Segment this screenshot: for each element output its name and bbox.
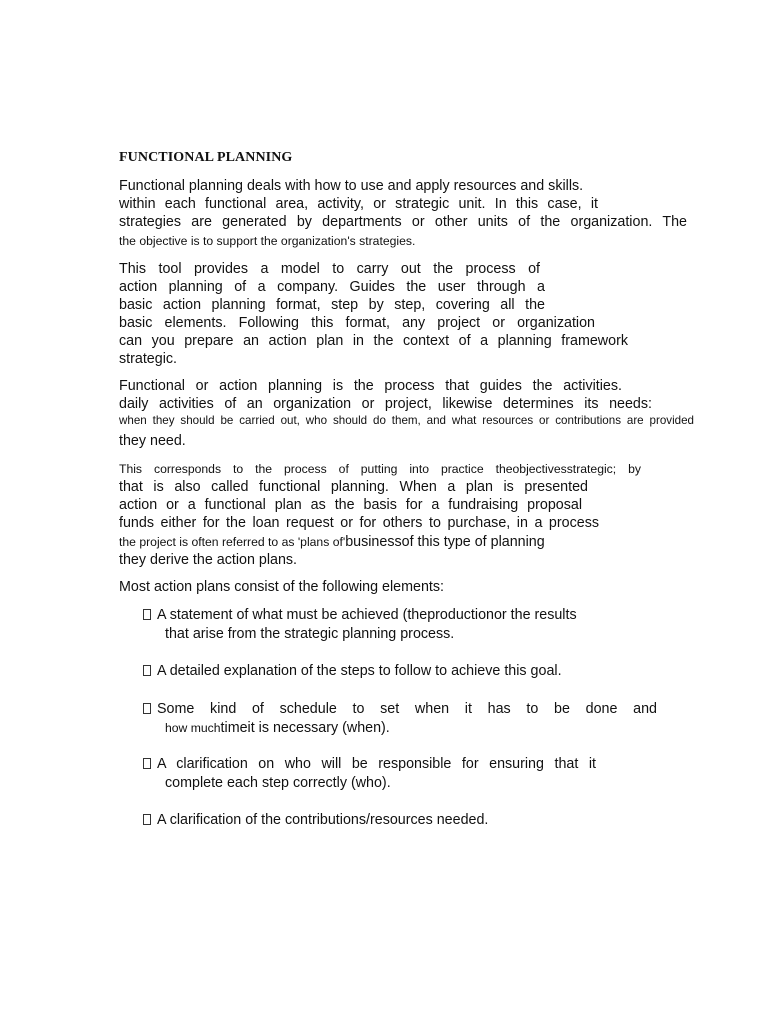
paragraph-1-line-2: within each functional area, activity, or strategic unit. In this case, it xyxy=(119,196,598,212)
checkbox-bullet-icon xyxy=(143,758,151,769)
paragraph-4-line-2: that is also called functional planning. When a plan is presented xyxy=(119,479,588,495)
checkbox-bullet-icon xyxy=(143,609,151,620)
bullet-1-line-1: A statement of what must be achieved (theproductionor the results xyxy=(157,607,577,623)
paragraph-3-line-4: they need. xyxy=(119,433,186,449)
checkbox-bullet-icon xyxy=(143,814,151,825)
bullet-4-line-2: complete each step correctly (who). xyxy=(165,775,391,791)
paragraph-2-line-5: can you prepare an action plan in the context of a planning framework xyxy=(119,333,628,349)
bullet-2-line-1: A detailed explanation of the steps to follow to achieve this goal. xyxy=(157,663,562,679)
paragraph-1-line-1: Functional planning deals with how to use and apply resources and skills. xyxy=(119,178,584,194)
paragraph-2-line-1: This tool provides a model to carry out the process of xyxy=(119,261,540,277)
paragraph-2-line-3: basic action planning format, step by step, covering all the xyxy=(119,297,545,313)
bullet-item-3 xyxy=(143,700,657,718)
paragraph-2-line-4: basic elements. Following this format, any project or organization xyxy=(119,315,595,331)
paragraph-3-line-3: when they should be carried out, who should do them, and what resources or contributions are provided xyxy=(119,414,694,427)
bullet-1-line-2: that arise from the strategic planning process. xyxy=(165,626,455,642)
paragraph-3-line-1: Functional or action planning is the process that guides the activities. xyxy=(119,378,622,394)
paragraph-4-line-5 xyxy=(119,533,545,551)
checkbox-bullet-icon xyxy=(143,665,151,676)
bullet-item-2 xyxy=(143,662,562,680)
bullet-3-line-2-part-2: timeit is necessary (when). xyxy=(220,720,390,736)
paragraph-2-line-2: action planning of a company. Guides the user through a xyxy=(119,279,545,295)
checkbox-bullet-icon xyxy=(143,703,151,714)
paragraph-2-line-6: strategic. xyxy=(119,351,178,367)
bullet-3-line-2-part-1: how much xyxy=(165,721,221,735)
document-title: FUNCTIONAL PLANNING xyxy=(119,150,293,165)
paragraph-1-line-4: the objective is to support the organization's strategies. xyxy=(119,234,416,248)
paragraph-4-line-5-part-2: businessof this type of planning xyxy=(345,534,545,550)
bullet-4-line-1: A clarification on who will be responsible for ensuring that it xyxy=(157,756,596,772)
paragraph-4-line-6: they derive the action plans. xyxy=(119,552,298,568)
bullet-5-line-1: A clarification of the contributions/resources needed. xyxy=(157,812,489,828)
paragraph-4-line-4: funds either for the loan request or for others to purchase, in a process xyxy=(119,515,599,531)
paragraph-4-line-1: This corresponds to the process of putting into practice theobjectivesstrategic; by xyxy=(119,462,641,476)
bullet-item-5 xyxy=(143,811,488,829)
bullet-item-1 xyxy=(143,606,630,624)
paragraph-4-line-5-part-1: the project is often referred to as 'plans of' xyxy=(119,535,346,549)
bullet-3-line-2 xyxy=(165,719,390,737)
paragraph-5-line-1: Most action plans consist of the following elements: xyxy=(119,579,445,595)
bullet-3-line-1: Some kind of schedule to set when it has to be done and xyxy=(157,701,657,717)
bullet-item-4 xyxy=(143,755,596,773)
paragraph-3-line-2: daily activities of an organization or project, likewise determines its needs: xyxy=(119,396,652,412)
paragraph-4-line-3: action or a functional plan as the basis for a fundraising proposal xyxy=(119,497,582,513)
paragraph-1-line-3: strategies are generated by departments or other units of the organization. The xyxy=(119,214,687,230)
